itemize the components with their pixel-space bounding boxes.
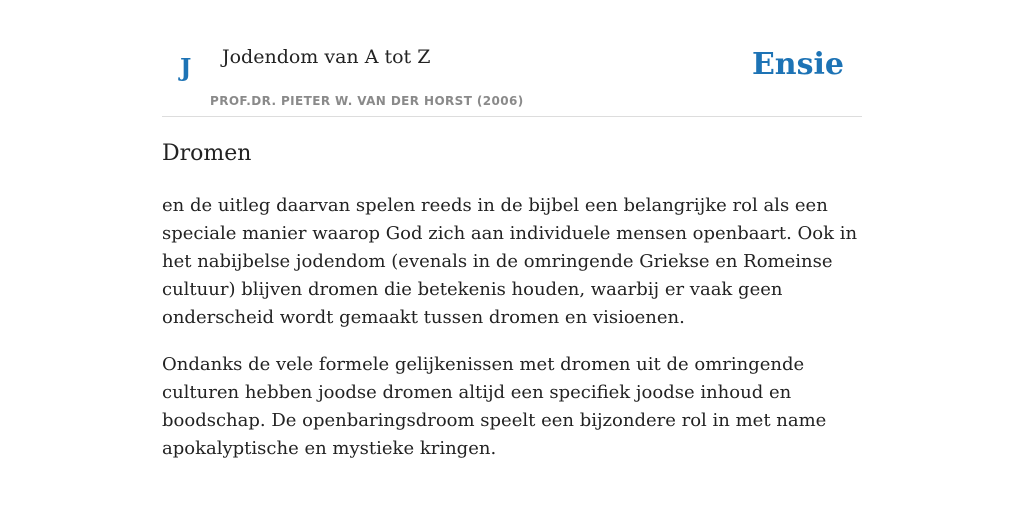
entry-title: Dromen — [162, 141, 252, 166]
book-initial-icon[interactable]: J — [180, 53, 192, 82]
entry-paragraph: Ondanks de vele formele gelijkenissen met dromen uit de omringende culturen hebben joodse dromen altijd een specifiek joodse inhoud en boodschap. De openbaringsdroom speelt een bijzondere rol in met name apokalyptische en mystieke kringen. — [162, 354, 827, 459]
book-author: PROF.DR. PIETER W. VAN DER HORST (2006) — [210, 94, 524, 108]
entry-body — [162, 192, 882, 482]
brand-logo[interactable]: Ensie — [751, 47, 844, 82]
book-title[interactable]: Jodendom van A tot Z — [222, 46, 431, 68]
entry-paragraph: en de uitleg daarvan spelen reeds in de bijbel een belangrijke rol als een speciale manier waarop God zich aan individuele mensen openbaart. Ook in het nabijbelse jodendom (evenals in de omringende Griekse en Romeinse cultuur) blijven dromen die betekenis houden, waarbij er vaak geen onderscheid wordt gemaakt tussen dromen en visioenen. — [162, 195, 858, 328]
book-header — [162, 0, 862, 117]
page-container — [162, 0, 862, 459]
